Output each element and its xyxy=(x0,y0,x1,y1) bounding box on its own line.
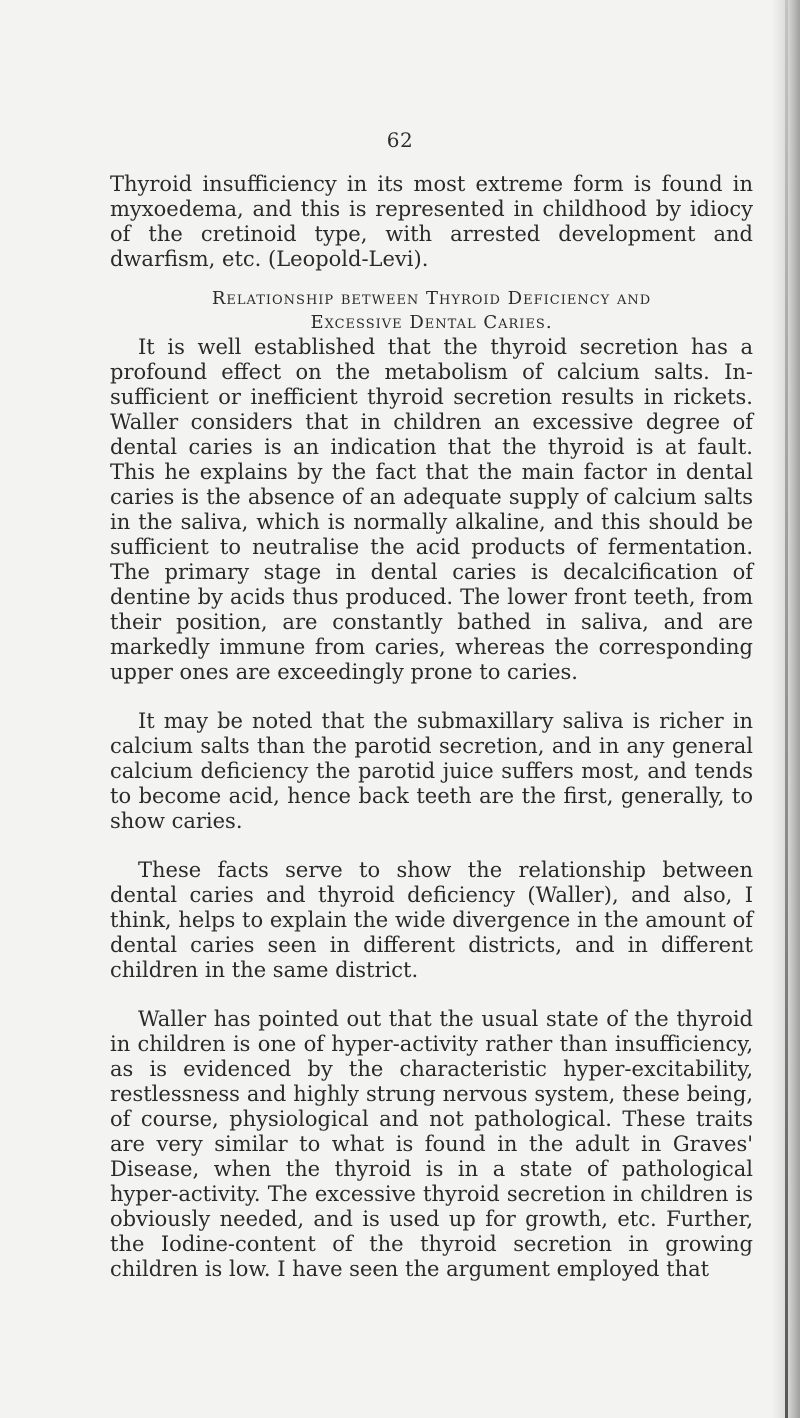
body-text xyxy=(110,172,753,1282)
section-heading xyxy=(110,287,753,335)
page-number: 62 xyxy=(386,128,414,152)
page-edge-line xyxy=(785,0,788,1418)
section-heading-line-2: Excessive Dental Caries. xyxy=(310,312,553,333)
paragraph-hyper-activity: Waller has pointed out that the usual state of the thyroid in children is one of hyper-activity rather than insufficiency, as is evidenced by the characteristic hyper-excitability, restlessness and highly strung nervous system, these being, of course, physiological and not pathological. These traits are very similar to what is found in the adult in Graves' Disease, when the thyroid is in a state of pathological hyper-activity. The excessive thyroid secretion in children is obviously needed, and is used up for growth, etc. Further, the Iodine-content of the thyroid secretion in growing children is low. I have seen the argument employed that xyxy=(110,1007,753,1281)
paragraph-relationship-facts: These facts serve to show the relationship between dental caries and thyroid deficiency (Waller), and also, I think, helps to explain the wide divergence in the amount of dental caries seen in different districts, and in different children in the same district. xyxy=(110,858,753,982)
intro-paragraph: Thyroid insufficiency in its most extreme form is found in myxoedema, and this is represented in childhood by idiocy of the cretinoid type, with arrested development and dwarfism, etc. (Leopold-Levi). xyxy=(110,172,753,271)
section-heading-line-1: Relationship between Thyroid Deficiency and xyxy=(211,288,652,309)
paragraph-calcium-metabolism: It is well established that the thyroid secretion has a profound effect on the metabolism of calcium salts. In-sufficient or inefficient thyroid secretion results in rickets. Waller considers that in children an excessive degree of dental caries is an indication that the thyroid is at fault. This he explains by the fact that the main factor in dental caries is the absence of an adequate supply of calcium salts in the saliva, which is normally alkaline, and this should be sufficient to neutralise the acid products of fermentation. The primary stage in dental caries is decalcification of dentine by acids thus produced. The lower front teeth, from their position, are constantly bathed in saliva, and are markedly immune from caries, whereas the corresponding upper ones are exceedingly prone to caries. xyxy=(110,335,753,684)
paragraph-submaxillary-saliva: It may be noted that the submaxillary saliva is richer in calcium salts than the parotid secretion, and in any general calcium deficiency the parotid juice suffers most, and tends to become acid, hence back teeth are the first, generally, to show caries. xyxy=(110,709,753,833)
